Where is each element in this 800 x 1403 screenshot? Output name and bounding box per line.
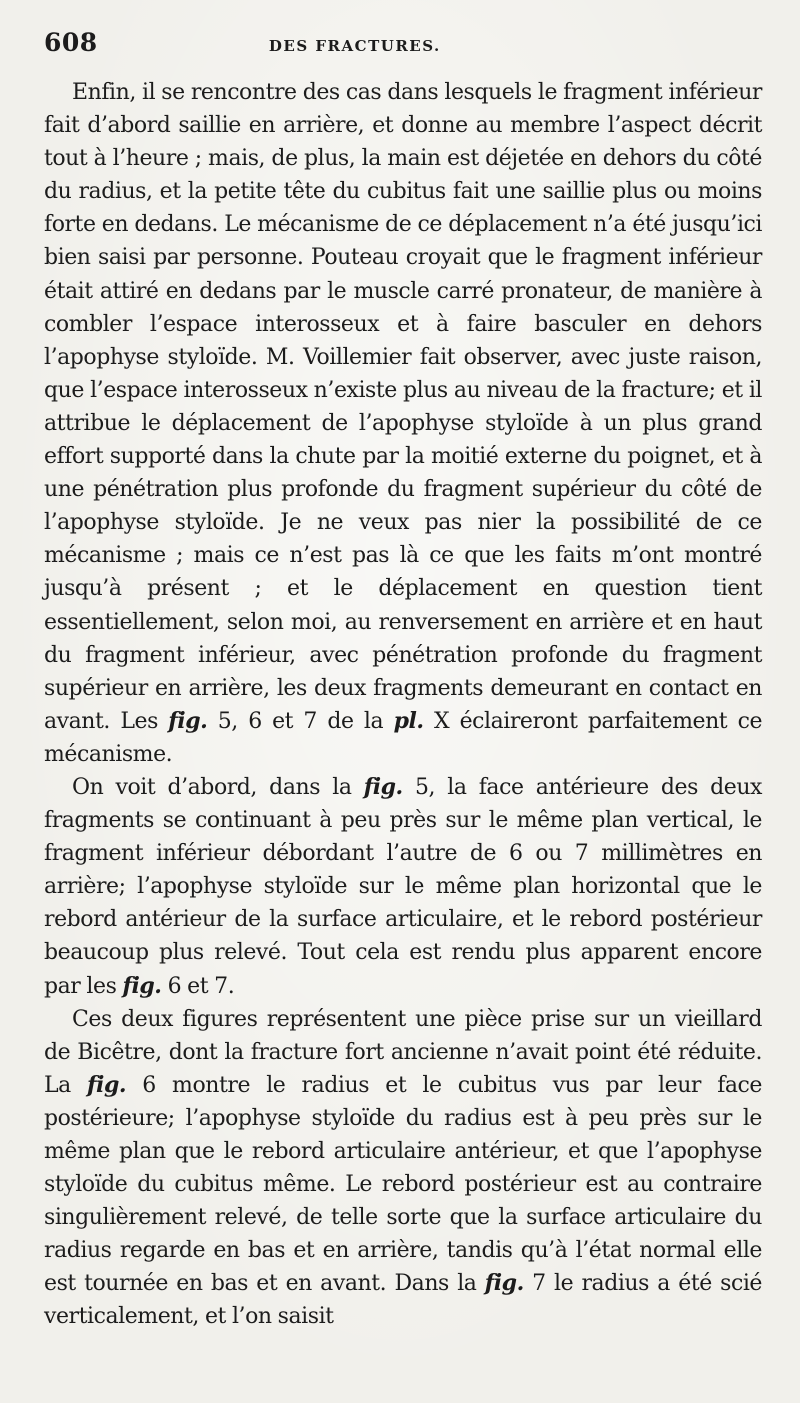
text-segment: 6 montre le radius et le cubitus vus par leur face postérieure; l’apophyse styloïde du radius est à peu près sur le même plan que le rebord articulaire antérieur, et que l’apophyse styloïde du cubitus même. Le rebord postérieur est au contraire singulièrement relevé, de telle sorte que la surface articulaire du radius regarde en bas et en arrière, tandis qu’à l’état normal elle est tournée en bas et en avant. Dans la — [44, 1072, 762, 1297]
text-segment: X éclaireront parfaitement ce mécanisme. — [44, 708, 763, 767]
fig-reference: fig. — [484, 1270, 524, 1297]
paragraph-2 — [44, 771, 762, 1003]
plate-reference: pl. — [393, 707, 424, 734]
text-segment: On voit d’abord, dans la — [72, 774, 364, 800]
text-segment: 7 le radius a été scié verticalement, et l’on saisit — [44, 1271, 762, 1330]
page-number: 608 — [44, 28, 98, 57]
fig-reference: fig. — [168, 707, 208, 734]
fig-reference: fig. — [122, 972, 162, 999]
body-text — [44, 76, 762, 1334]
text-segment: Ces deux figures représentent une pièce prise sur un vieillard de Bicêtre, dont la fracture fort ancienne n’avait point été réduite. La — [44, 1006, 762, 1098]
text-segment: 5, 6 et 7 de la — [207, 708, 394, 734]
text-segment: Enfin, il se rencontre des cas dans lesquels le fragment inférieur fait d’abord saillie en arrière, et donne au membre l’aspect décrit tout à l’heure ; mais, de plus, la main est déjetée en dehors du côté du radius, et la petite tête du cubitus fait une saillie plus ou moins forte en dedans. Le mécanisme de ce déplacement n’a été jusqu’ici bien saisi par personne. Pouteau croyait que le fragment inférieur était attiré en dedans par le muscle carré pronateur, de manière à combler l’espace interosseux et à faire basculer en dehors l’apophyse styloïde. M. Voillemier fait observer, avec juste raison, que l’espace interosseux n’existe plus au niveau de la fracture; et il attribue le déplacement de l’apophyse styloïde à un plus grand effort supporté dans la chute par la moitié externe du poignet, et à une pénétration plus profonde du fragment supérieur du côté de l’apophyse styloïde. Je ne veux pas nier la possibilité de ce mécanisme ; mais ce n’est pas là ce que les faits m’ont montré jusqu’à présent ; et le déplacement en question tient essentiellement, selon moi, au renversement en arrière et en haut du fragment inférieur, avec pénétration profonde du fragment supérieur en arrière, les deux fragments demeurant en contact en avant. Les — [44, 80, 762, 734]
page-header — [44, 28, 762, 66]
text-segment: 5, la face antérieure des deux fragments se continuant à peu près sur le même plan vertical, le fragment inférieur débordant l’autre de 6 ou 7 millimètres en arrière; l’apophyse styloïde sur le même plan horizontal que le rebord antérieur de la surface articulaire, et le rebord postérieur beaucoup plus relevé. Tout cela est rendu plus apparent encore par les — [44, 774, 762, 999]
paragraph-1 — [44, 76, 762, 771]
running-head: DES FRACTURES. — [268, 37, 441, 55]
text-segment: 6 et 7. — [161, 973, 235, 999]
fig-reference: fig. — [87, 1071, 127, 1098]
paragraph-3 — [44, 1003, 762, 1334]
fig-reference: fig. — [363, 773, 403, 800]
